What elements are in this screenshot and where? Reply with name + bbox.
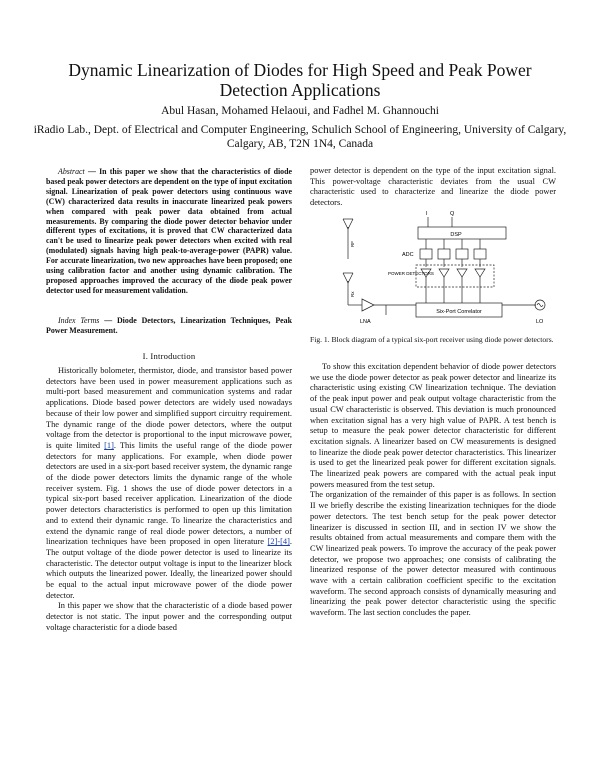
right-column-body xyxy=(310,362,556,619)
fig-label-dsp: DSP xyxy=(450,232,462,238)
intro-p1-text-a: Historically bolometer, thermistor, diode, and transistor based power detectors have been used in power measurement applications such as multi-port based measurement and communication systems and radar applications. Diode based power detectors are widely used nowadays because of their low power and simplified support circuitry requirement. The dynamic range of the diode power detectors, where the output voltage from the detector is proportional to the input microwave power, is quite limited xyxy=(46,366,292,450)
intro-p1-text-c: . The output voltage of the diode power detector is used to linearize its characteristic. The detector output voltage is input to the linearizer block which outputs the linearized power. Ideally, the linearized power should be equal to the actual input microwave power of the diode power detector. xyxy=(46,537,292,600)
fig-label-adc: ADC xyxy=(402,252,414,258)
index-terms-lead: Index Terms xyxy=(58,316,100,325)
continued-paragraph: power detector is dependent on the type of the input excitation signal. This power-voltage characteristic deviates from the usual CW characteristic used to characterize and linearize the diode power detectors. xyxy=(310,166,556,208)
intro-p1-text-b: . This limits the useful range of the diode power detectors for many applications. For example, when diode power detectors are used in a six-port based receiver system, the dynamic range of the diode power detectors limits the dynamic range of the whole receiver system. Fig. 1 shows the use of diode power detectors in a typical six-port based receiver application. Linearization of the diode power detectors characteristics is performed to open up this limitation and to extend their dynamic range. To linearize the characteristics and extend the dynamic range of real diode power detectors, a number of linearization techniques have been proposed in open literature xyxy=(46,440,292,547)
figure-1-caption: Fig. 1. Block diagram of a typical six-port receiver using diode power detectors. xyxy=(310,335,554,344)
intro-paragraph-2: In this paper we show that the characteristic of a diode based power detector is not static. The input power and the corresponding output voltage characteristic for a diode based xyxy=(46,601,292,632)
paper-title: Dynamic Linearization of Diodes for High Speed and Peak Power Detection Applications xyxy=(68,60,532,100)
section-heading-introduction: I. Introduction xyxy=(142,351,196,361)
paper-authors: Abul Hasan, Mohamed Helaoui, and Fadhel M. Ghannouchi xyxy=(161,105,439,117)
index-terms-text: — Diode Detectors, Linearization Techniques, Peak Power Measurement. xyxy=(46,316,292,335)
right-paragraph-4: The organization of the remainder of this paper is as follows. In section II we briefly describe the existing linearization techniques for the diode power detectors. The test bench setup for the peak power detector linearizer is discussed in section III, and in section IV we show the results obtained from actual measurements and compare them with the CW linearized peak powers. To improve the accuracy of the peak power detector, we propose two approaches; one consists of calibrating the linearized response of the power detector measured with continuous wave with a certain calibration coefficient specific to the excitation waveform. The second approach consists of dynamically measuring and linearizing the peak power detector characteristic using the specific waveform. The last section concludes the paper. xyxy=(310,490,556,618)
fig-label-sixport: Six-Port Correlator xyxy=(436,309,482,315)
fig-label-power-detectors: POWER DETECTORS xyxy=(388,271,434,276)
figure-1-block-diagram xyxy=(336,207,558,331)
fig-label-lo: LO xyxy=(536,319,544,325)
fig-label-rf: RF xyxy=(350,241,355,247)
abstract-lead: Abstract xyxy=(58,167,85,176)
paper-affiliation: iRadio Lab., Dept. of Electrical and Computer Engineering, Schulich School of Engineering, University of Calgary, Calgary, AB, T2N 1N4, Canada xyxy=(33,124,567,150)
right-paragraph-3: To show this excitation dependent behavior of diode power detectors we use the diode power detector as peak power detector and linearize its characteristic using existing CW linearization technique. The deviation of the peak input power and peak output voltage characteristic from the usual CW characteristic is observed. This deviation is much pronounced when excitation signal has a very high value of PAPR. A test bench is setup to measure the peak power detector characteristic for different excitation signals. A linearizer based on CW measurements is designed to linearize the diode peak power detector characteristics. This linearizer is used to get the linearized peak power for different excitation signals. The linearized peak powers are compared with the actual peak input powers measured from the test setup. xyxy=(310,362,556,489)
right-column-top xyxy=(310,166,556,209)
intro-paragraph-1 xyxy=(46,366,292,601)
abstract xyxy=(46,167,292,296)
abstract-text: — In this paper we show that the characteristics of diode based peak power detectors are dependent on the type of input excitation signal. Linearization of peak power detectors using continuous wave (CW) characterized data results in inaccurate linearized peak powers when compared with peak power data obtained from actual measurements. By comparing the diode power detector behavior under different types of excitations, it is proved that CW characterized data can't be used to linearize peak power detectors when excited with real (modulated) signals having high peak-to-average-power (PAPR) value. For accurate linearization, two new approaches have been proposed; one using calibration factor and another using dynamic calibration. The proposed approaches improved the accuracy of the diode peak power detector used for measurement validation. xyxy=(46,167,292,295)
introduction-body xyxy=(46,366,292,634)
citation-link-2-4[interactable]: [2]-[4] xyxy=(267,537,290,547)
index-terms xyxy=(46,316,292,336)
fig-label-q: Q xyxy=(450,211,455,217)
citation-link-1[interactable]: [1] xyxy=(104,440,114,450)
fig-label-i: I xyxy=(426,211,428,217)
fig-label-rx: Rx xyxy=(350,291,355,297)
fig-label-lna: LNA xyxy=(360,319,371,325)
